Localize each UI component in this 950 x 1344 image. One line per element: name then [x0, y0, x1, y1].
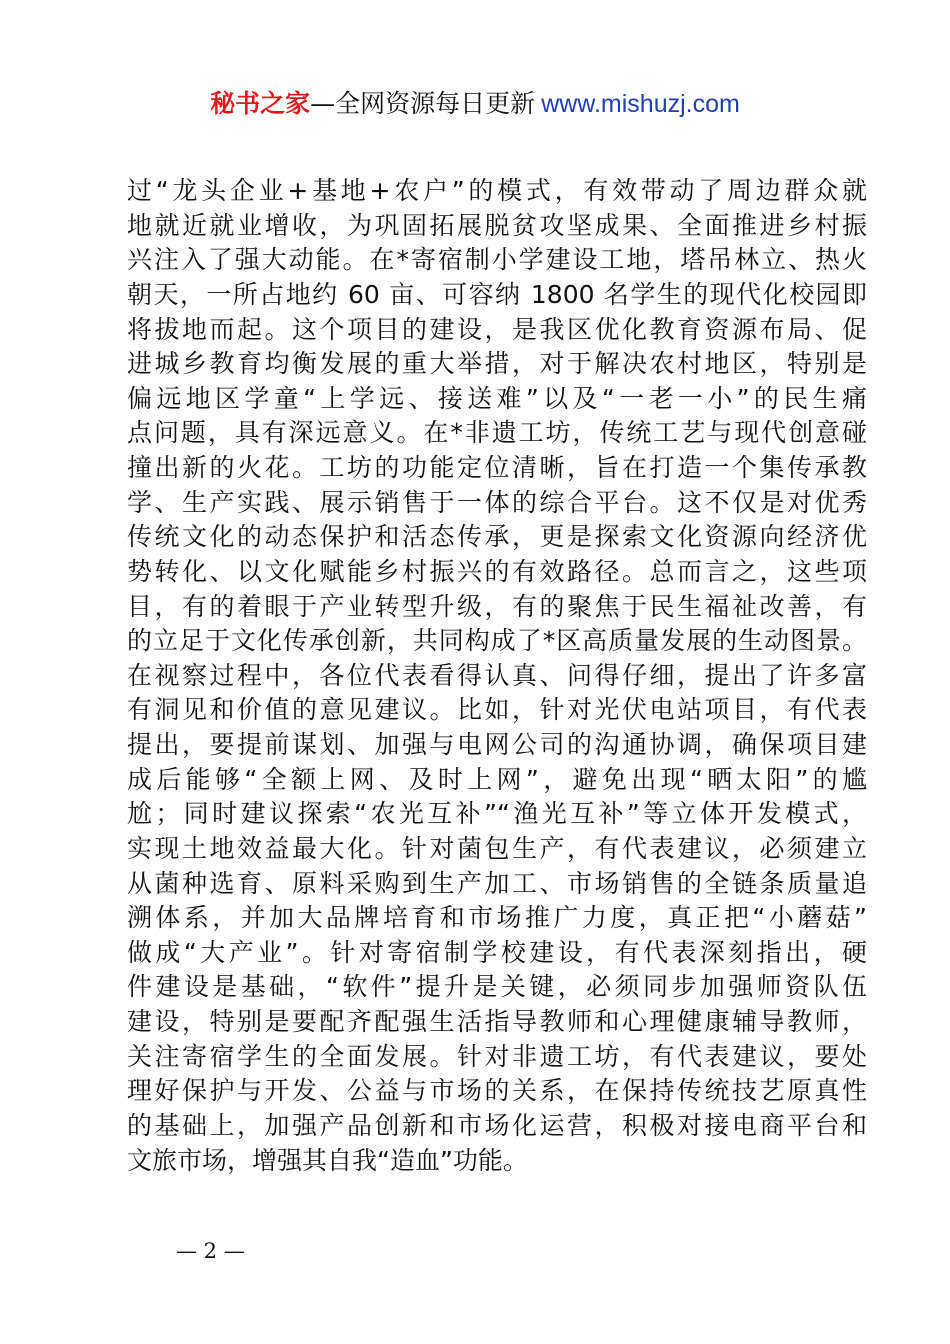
- text-line: 的基础上，加强产品创新和市场化运营，积极对接电商平台和: [127, 1110, 867, 1140]
- header-tagline: —全网资源每日更新: [310, 89, 536, 118]
- text-line: 的立足于文化传承创新，共同构成了*区高质量发展的生动图景。: [127, 626, 867, 656]
- text-line: 件建设是基础，“软件”提升是关键，必须同步加强师资队伍: [127, 972, 867, 1002]
- text-line: 地就近就业增收，为巩固拓展脱贫攻坚成果、全面推进乡村振: [127, 210, 867, 240]
- text-line: 关注寄宿学生的全面发展。针对非遗工坊，有代表建议，要处: [127, 1041, 867, 1071]
- text-line: 建设，特别是要配齐配强生活指导教师和心理健康辅导教师，: [127, 1007, 867, 1036]
- text-line: 从菌种选育、原料采购到生产加工、市场销售的全链条质量追: [127, 868, 867, 898]
- text-line: 目，有的着眼于产业转型升级，有的聚焦于民生福祉改善，有: [127, 591, 867, 621]
- page-number: — 2 —: [176, 1239, 245, 1263]
- header-url: www.mishuzj.com: [541, 90, 740, 118]
- text-line: 有洞见和价值的意见建议。比如，针对光伏电站项目，有代表: [127, 695, 867, 725]
- text-line: 过“龙头企业+基地+农户”的模式，有效带动了周边群众就: [127, 176, 867, 205]
- text-line: 溯体系，并加大品牌培育和市场推广力度，真正把“小蘑菇”: [127, 903, 867, 933]
- text-line: 在视察过程中，各位代表看得认真、问得仔细，提出了许多富: [127, 660, 867, 690]
- brand-name: 秘书之家: [210, 89, 311, 118]
- body-paragraph: [127, 174, 867, 1178]
- text-line: 做成“大产业”。针对寄宿制学校建设，有代表深刻指出，硬: [127, 937, 867, 967]
- text-line: 势转化、以文化赋能乡村振兴的有效路径。总而言之，这些项: [127, 556, 867, 586]
- text-line: 提出，要提前谋划、加强与电网公司的沟通协调，确保项目建: [127, 730, 867, 759]
- text-line: 点问题，具有深远意义。在*非遗工坊，传统工艺与现代创意碰: [127, 418, 867, 448]
- text-line: 尬；同时建议探索“农光互补”“渔光互补”等立体开发模式，: [127, 799, 867, 829]
- text-line: 偏远地区学童“上学远、接送难”以及“一老一小”的民生痛: [127, 383, 867, 413]
- page-header: [0, 88, 950, 120]
- text-line: 实现土地效益最大化。针对菌包生产，有代表建议，必须建立: [127, 833, 867, 863]
- text-line: 理好保护与开发、公益与市场的关系，在保持传统技艺原真性: [127, 1076, 867, 1106]
- text-line: 进城乡教育均衡发展的重大举措，对于解决农村地区，特别是: [127, 349, 867, 379]
- text-line: 文旅市场，增强其自我“造血”功能。: [127, 1145, 528, 1175]
- text-line: 兴注入了强大动能。在*寄宿制小学建设工地，塔吊林立、热火: [127, 245, 867, 275]
- text-line: 朝天，一所占地约 60 亩、可容纳 1800 名学生的现代化校园即: [127, 279, 867, 309]
- text-line: 撞出新的火花。工坊的功能定位清晰，旨在打造一个集传承教: [127, 453, 867, 482]
- text-line: 成后能够“全额上网、及时上网”，避免出现“晒太阳”的尴: [127, 764, 867, 794]
- text-line: 将拔地而起。这个项目的建设，是我区优化教育资源布局、促: [127, 314, 867, 344]
- text-line: 传统文化的动态保护和活态传承，更是探索文化资源向经济优: [127, 522, 867, 552]
- text-line: 学、生产实践、展示销售于一体的综合平台。这不仅是对优秀: [127, 487, 867, 517]
